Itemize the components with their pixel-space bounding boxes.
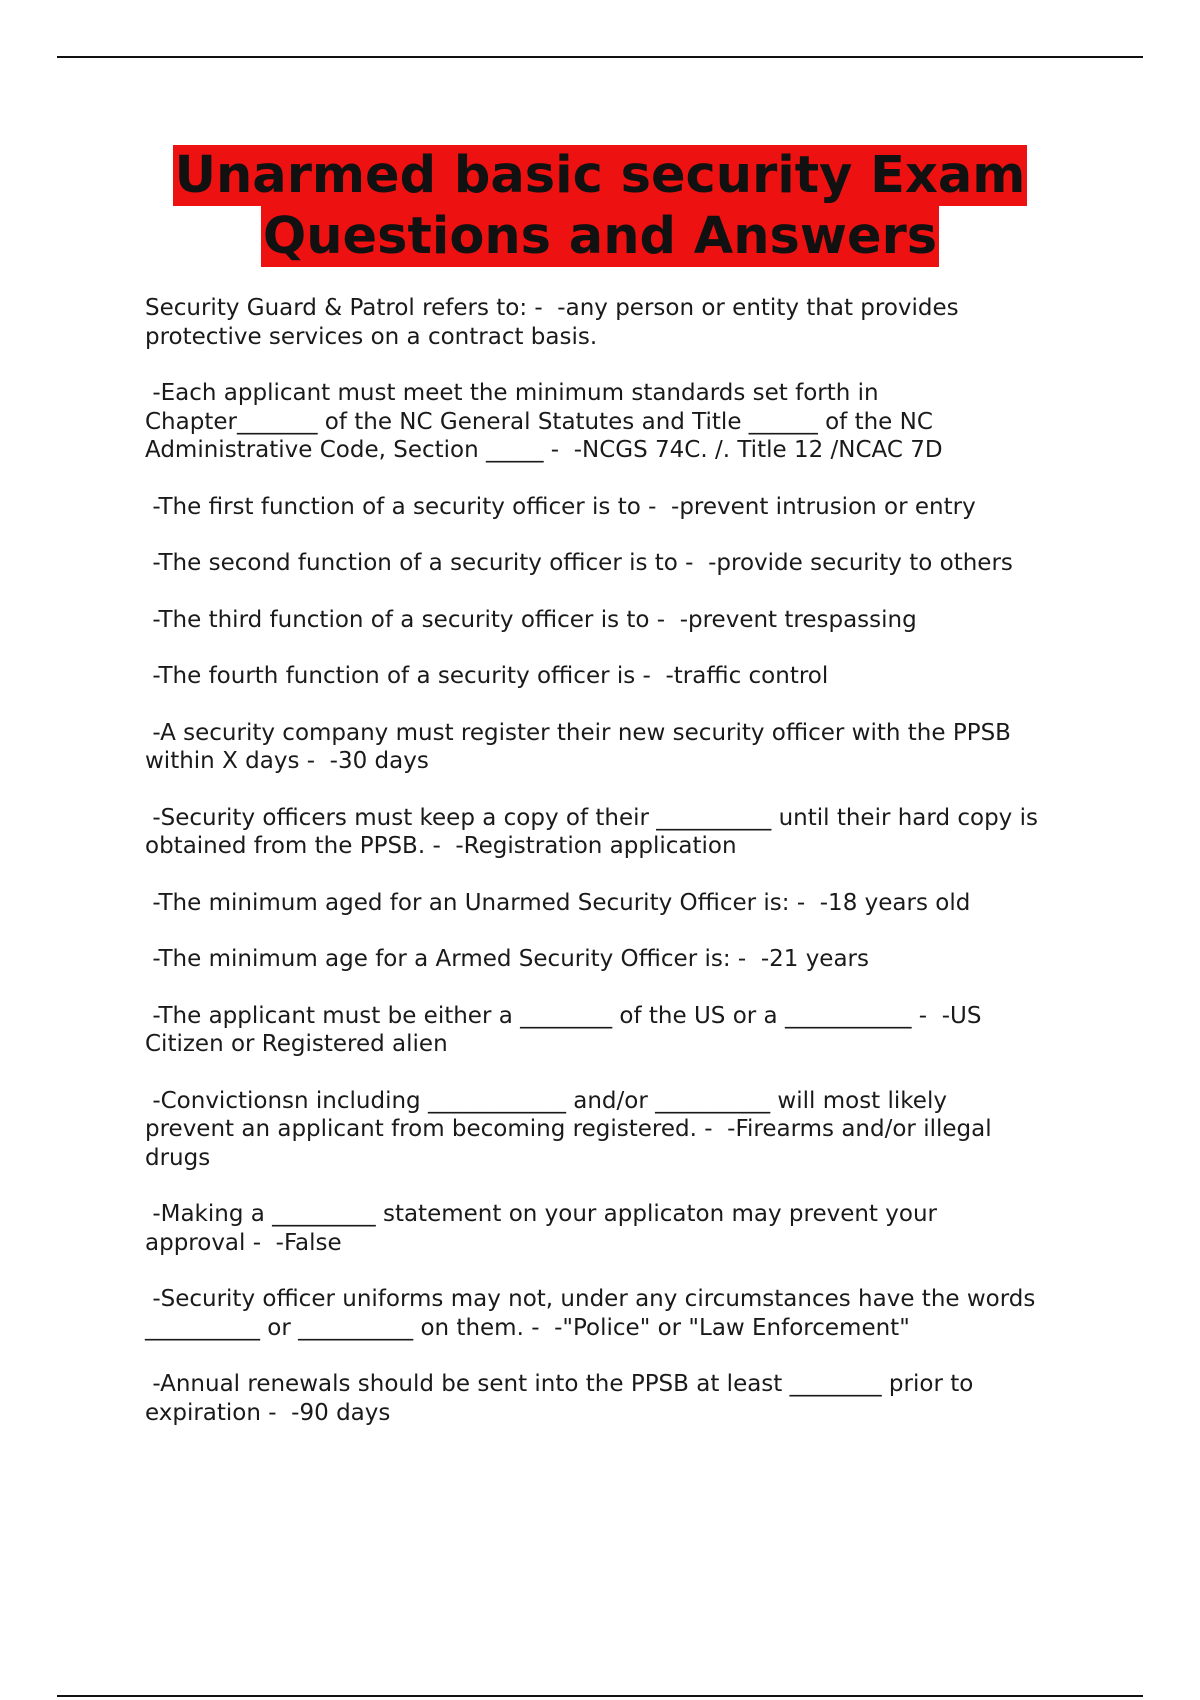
title-line-2: Questions and Answers xyxy=(262,207,938,266)
qa-item: -Security officers must keep a copy of their __________ until their hard copy is obtained from the PPSB. - -Registration application xyxy=(145,804,1038,859)
qa-item: -Making a _________ statement on your applicaton may prevent your approval - -False xyxy=(145,1201,937,1256)
qa-item: -The third function of a security officer is to - -prevent trespassing xyxy=(145,606,917,633)
qa-item: -The minimum age for a Armed Security Officer is: - -21 years xyxy=(145,946,869,972)
title-line-1: Unarmed basic security Exam xyxy=(174,146,1026,205)
qa-item: Security Guard & Patrol refers to: - -any person or entity that provides protective services on a contract basis. xyxy=(145,295,959,350)
qa-item: -The fourth function of a security officer is - -traffic control xyxy=(145,663,829,689)
qa-item: -The applicant must be either a ________ of the US or a ___________ - -US Citizen or Registered alien xyxy=(145,1002,982,1057)
qa-list xyxy=(145,294,1095,1455)
qa-item: -Convictionsn including ____________ and/or __________ will most likely prevent an applicant from becoming registered. - -Firearms and/or illegal drugs xyxy=(145,1087,992,1171)
document-title xyxy=(0,145,1200,267)
top-rule xyxy=(57,56,1143,58)
qa-item: -The minimum aged for an Unarmed Security Officer is: - -18 years old xyxy=(145,889,971,916)
qa-item: -Annual renewals should be sent into the PPSB at least ________ prior to expiration - -90 days xyxy=(145,1371,974,1426)
qa-item: -The first function of a security officer is to - -prevent intrusion or entry xyxy=(145,493,976,520)
qa-item: -A security company must register their new security officer with the PPSB within X days - -30 days xyxy=(145,719,1011,774)
qa-item: -Each applicant must meet the minimum standards set forth in Chapter_______ of the NC General Statutes and Title ______ of the NC Administrative Code, Section _____ - -NCGS 74C. /. Title 12 /NCAC 7D xyxy=(145,380,943,463)
qa-item: -Security officer uniforms may not, under any circumstances have the words __________ or __________ on them. - -"Police" or "Law Enforcement" xyxy=(145,1286,1036,1341)
qa-item: -The second function of a security officer is to - -provide security to others xyxy=(145,550,1013,576)
bottom-rule xyxy=(57,1695,1143,1697)
